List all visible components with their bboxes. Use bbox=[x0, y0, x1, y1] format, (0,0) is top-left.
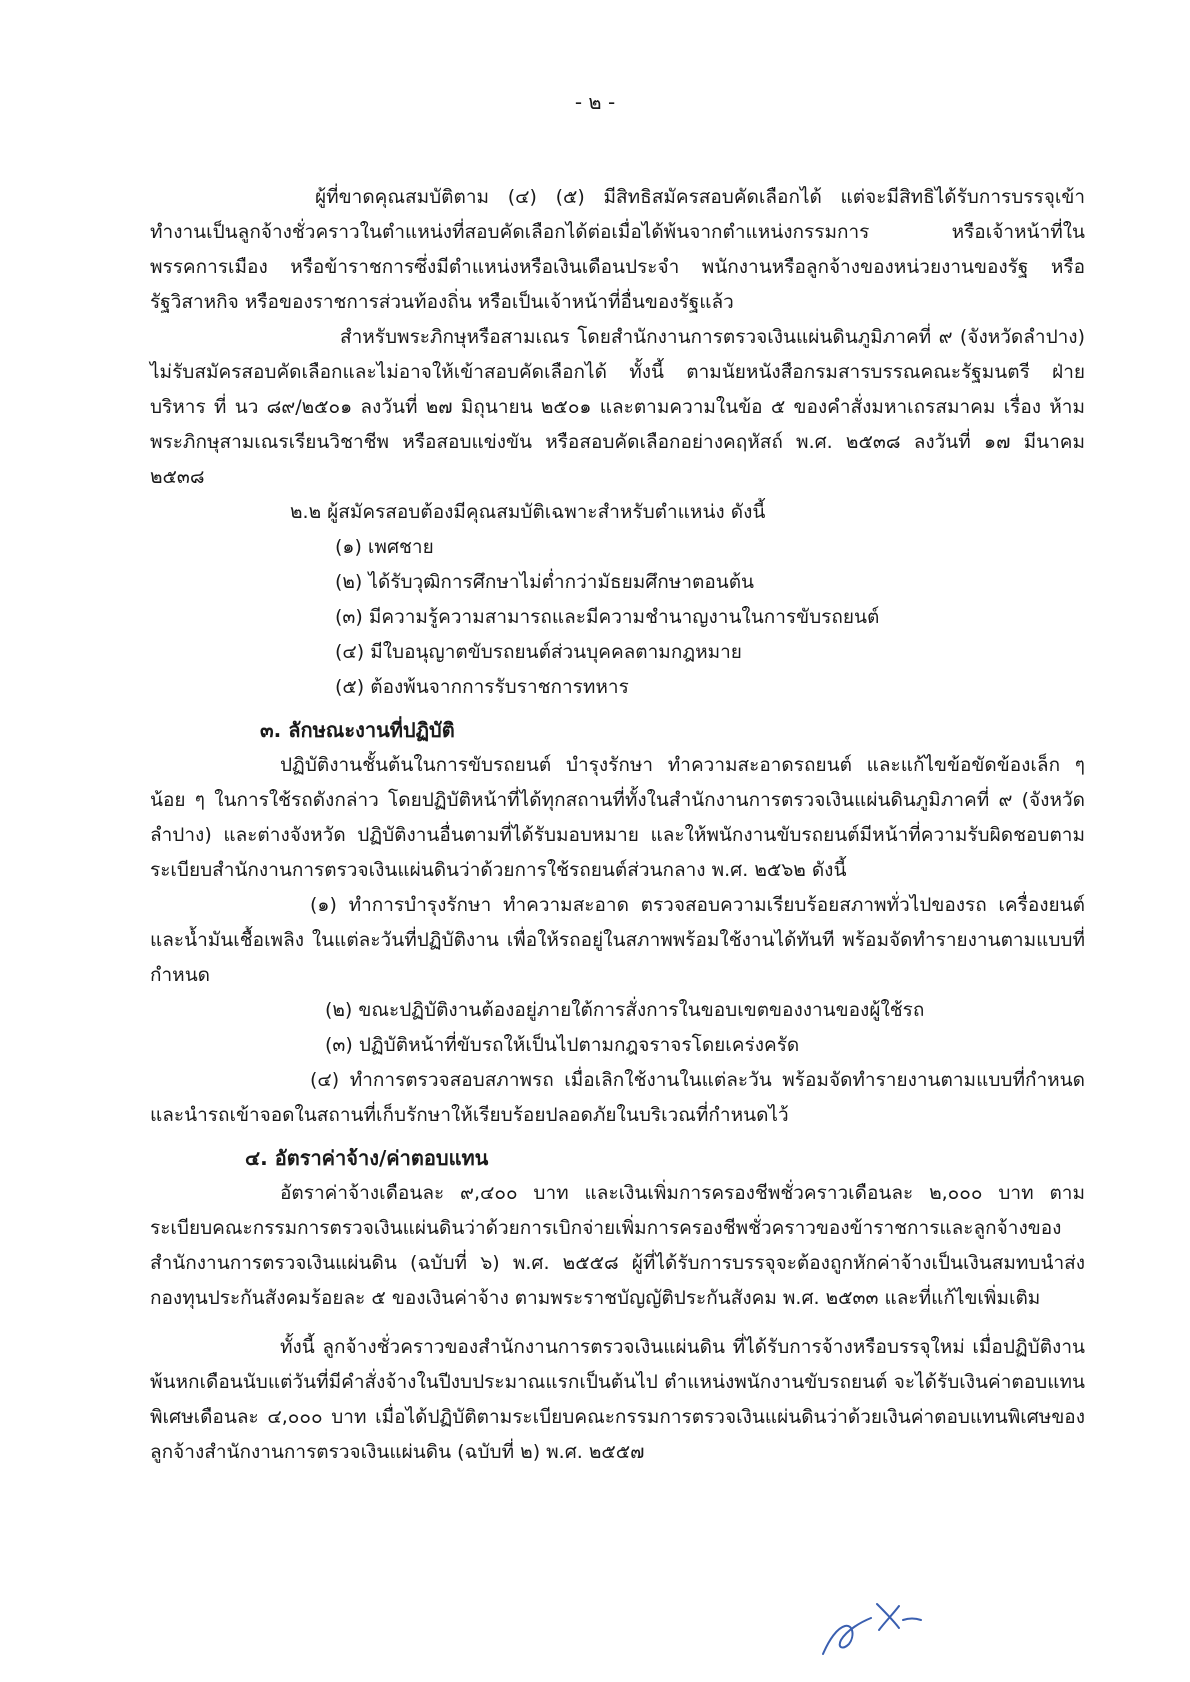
duty-item: (๓) ปฏิบัติหน้าที่ขับรถให้เป็นไปตามกฎจราจรโดยเคร่งครัด bbox=[325, 1034, 800, 1056]
signature-stroke bbox=[903, 1619, 921, 1621]
duty-item: (๔) ทำการตรวจสอบสภาพรถ เมื่อเลิกใช้งานในแต่ละวัน พร้อมจัดทำรายงานตามแบบที่กำหนดและนำรถเข้าจอดในสถานที่เก็บรักษาให้เรียบร้อยปลอดภัยในบริเวณที่กำหนดไว้ bbox=[150, 1069, 1085, 1126]
signature-stroke bbox=[877, 1604, 899, 1628]
section-4-heading: ๔. อัตราค่าจ้าง/ค่าตอบแทน bbox=[245, 1146, 489, 1170]
qualification-item: (๑) เพศชาย bbox=[335, 536, 434, 558]
page-number: - ๒ - bbox=[574, 90, 616, 114]
qualification-item: (๕) ต้องพ้นจากการรับราชการทหาร bbox=[335, 676, 629, 698]
document-body bbox=[150, 180, 1085, 1470]
paragraph-monks: สำหรับพระภิกษุหรือสามเณร โดยสำนักงานการตรวจเงินแผ่นดินภูมิภาคที่ ๙ (จังหวัดลำปาง) ไม่รับสมัครสอบคัดเลือกและไม่อาจให้เข้าสอบคัดเลือกได้ ทั้งนี้ ตามนัยหนังสือกรมสารบรรณคณะรัฐมนตรี ฝ่ายบริหาร ที่ นว ๘๙/๒๕๐๑ ลงวันที่ ๒๗ มิถุนายน ๒๕๐๑ และตามความในข้อ ๕ ของคำสั่งมหาเถรสมาคม เรื่อง ห้ามพระภิกษุสามเณรเรียนวิชาชีพ หรือสอบแข่งขัน หรือสอบคัดเลือกอย่างคฤหัสถ์ พ.ศ. ๒๕๓๘ ลงวันที่ ๑๗ มีนาคม ๒๕๓๘ bbox=[150, 326, 1085, 488]
duty-item: (๑) ทำการบำรุงรักษา ทำความสะอาด ตรวจสอบความเรียบร้อยสภาพทั่วไปของรถ เครื่องยนต์ และน้ำมันเชื้อเพลิง ในแต่ละวันที่ปฏิบัติงาน เพื่อให้รถอยู่ในสภาพพร้อมใช้งานได้ทันที พร้อมจัดทำรายงานตามแบบที่กำหนด bbox=[150, 894, 1085, 986]
duty-item: (๒) ขณะปฏิบัติงานต้องอยู่ภายใต้การสั่งการในขอบเขตของงานของผู้ใช้รถ bbox=[325, 999, 925, 1021]
paragraph-special-compensation: ทั้งนี้ ลูกจ้างชั่วคราวของสำนักงานการตรวจเงินแผ่นดิน ที่ได้รับการจ้างหรือบรรจุใหม่ เมื่อปฏิบัติงานพ้นหกเดือนนับแต่วันที่มีคำสั่งจ้างในปีงบประมาณแรกเป็นต้นไป ตำแหน่งพนักงานขับรถยนต์ จะได้รับเงินค่าตอบแทนพิเศษเดือนละ ๔,๐๐๐ บาท เมื่อได้ปฏิบัติตามระเบียบคณะกรรมการตรวจเงินแผ่นดินว่าด้วยเงินค่าตอบแทนพิเศษของลูกจ้างสำนักงานการตรวจเงินแผ่นดิน (ฉบับที่ ๒) พ.ศ. ๒๕๕๗ bbox=[150, 1336, 1085, 1463]
subsection-2-2-title: ๒.๒ ผู้สมัครสอบต้องมีคุณสมบัติเฉพาะสำหรับตำแหน่ง ดังนี้ bbox=[290, 501, 766, 523]
qualification-item: (๓) มีความรู้ความสามารถและมีความชำนาญงานในการขับรถยนต์ bbox=[335, 606, 880, 628]
signature-stroke bbox=[823, 1618, 871, 1654]
signature-initials bbox=[815, 1592, 925, 1662]
qualification-item: (๔) มีใบอนุญาตขับรถยนต์ส่วนบุคคลตามกฎหมาย bbox=[335, 641, 742, 663]
paragraph-disqualified: ผู้ที่ขาดคุณสมบัติตาม (๔) (๕) มีสิทธิสมัครสอบคัดเลือกได้ แต่จะมีสิทธิได้รับการบรรจุเข้าทำงานเป็นลูกจ้างชั่วคราวในตำแหน่งที่สอบคัดเลือกได้ต่อเมื่อได้พ้นจากตำแหน่งกรรมการ หรือเจ้าหน้าที่ในพรรคการเมือง หรือข้าราชการซึ่งมีตำแหน่งหรือเงินเดือนประจำ พนักงานหรือลูกจ้างของหน่วยงานของรัฐ หรือรัฐวิสาหกิจ หรือของราชการส่วนท้องถิ่น หรือเป็นเจ้าหน้าที่อื่นของรัฐแล้ว bbox=[150, 186, 1085, 313]
section-3-intro: ปฏิบัติงานชั้นต้นในการขับรถยนต์ บำรุงรักษา ทำความสะอาดรถยนต์ และแก้ไขข้อขัดข้องเล็ก ๆ น้อย ๆ ในการใช้รถดังกล่าว โดยปฏิบัติหน้าที่ได้ทุกสถานที่ทั้งในสำนักงานการตรวจเงินแผ่นดินภูมิภาคที่ ๙ (จังหวัดลำปาง) และต่างจังหวัด ปฏิบัติงานอื่นตามที่ได้รับมอบหมาย และให้พนักงานขับรถยนต์มีหน้าที่ความรับผิดชอบตามระเบียบสำนักงานการตรวจเงินแผ่นดินว่าด้วยการใช้รถยนต์ส่วนกลาง พ.ศ. ๒๕๖๒ ดังนี้ bbox=[150, 754, 1085, 881]
qualification-item: (๒) ได้รับวุฒิการศึกษาไม่ต่ำกว่ามัธยมศึกษาตอนต้น bbox=[335, 571, 755, 593]
paragraph-wage: อัตราค่าจ้างเดือนละ ๙,๔๐๐ บาท และเงินเพิ่มการครองชีพชั่วคราวเดือนละ ๒,๐๐๐ บาท ตามระเบียบคณะกรรมการตรวจเงินแผ่นดินว่าด้วยการเบิกจ่ายเพิ่มการครองชีพชั่วคราวของข้าราชการและลูกจ้างของสำนักงานการตรวจเงินแผ่นดิน (ฉบับที่ ๖) พ.ศ. ๒๕๕๘ ผู้ที่ได้รับการบรรจุจะต้องถูกหักค่าจ้างเป็นเงินสมทบนำส่งกองทุนประกันสังคมร้อยละ ๕ ของเงินค่าจ้าง ตามพระราชบัญญัติประกันสังคม พ.ศ. ๒๕๓๓ และที่แก้ไขเพิ่มเติม bbox=[150, 1182, 1085, 1309]
section-3-heading: ๓. ลักษณะงานที่ปฏิบัติ bbox=[260, 718, 455, 742]
